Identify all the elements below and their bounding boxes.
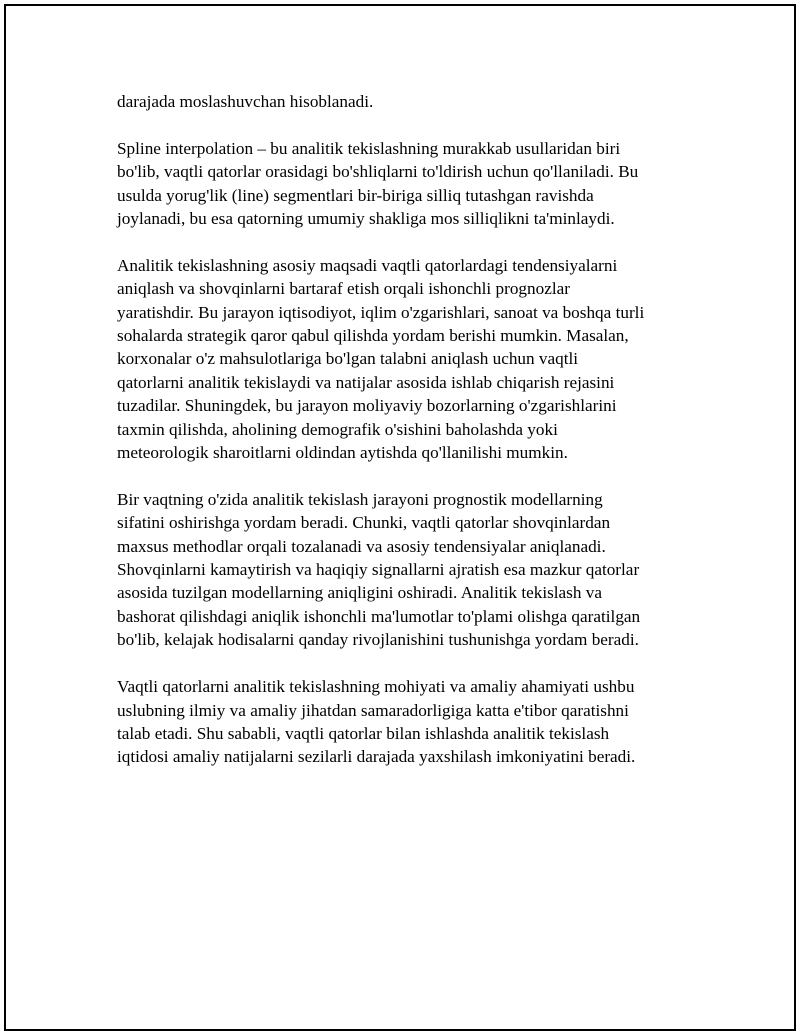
text-line: iqtidosi amaliy natijalarni sezilarli darajada yaxshilash imkoniyatini beradi. [117, 747, 636, 767]
text-line: korxonalar o'z mahsulotlariga bo'lgan talabni aniqlash uchun vaqtli [117, 349, 579, 369]
text-line: bashorat qilishdagi aniqlik ishonchli ma'lumotlar to'plami olishga qaratilgan [117, 606, 641, 626]
text-line: aniqlash va shovqinlarni bartaraf etish orqali ishonchli prognozlar [117, 279, 570, 299]
text-line: sohalarda strategik qaror qabul qilishda yordam berishi mumkin. Masalan, [117, 326, 629, 346]
paragraph-2 [117, 137, 697, 231]
text-line: Vaqtli qatorlarni analitik tekislashning mohiyati va amaliy ahamiyati ushbu [117, 677, 635, 697]
text-line: sifatini oshirishga yordam beradi. Chunki, vaqtli qatorlar shovqinlardan [117, 513, 611, 533]
text-line: asosida tuzilgan modellarning aniqligini oshiradi. Analitik tekislash va [117, 583, 602, 603]
text-line: darajada moslashuvchan hisoblanadi. [117, 92, 374, 111]
text-line: Spline interpolation – bu analitik tekislashning murakkab usullaridan biri [117, 138, 621, 158]
text-line: maxsus methodlar orqali tozalanadi va asosiy tendensiyalar aniqlanadi. [117, 536, 606, 556]
text-line: tuzadilar. Shuningdek, bu jarayon moliyaviy bozorlarning o'zgarishlarini [117, 396, 617, 416]
text-line: talab etadi. Shu sababli, vaqtli qatorlar bilan ishlashda analitik tekislash [117, 723, 610, 743]
text-line: taxmin qilishda, aholining demografik o'sishini baholashda yoki [117, 419, 558, 439]
text-line: usulda yorug'lik (line) segmentlari bir-biriga silliq tutashgan ravishda [117, 185, 594, 205]
text-line: bo'lib, vaqtli qatorlar orasidagi bo'shliqlarni to'ldirish uchun qo'llaniladi. Bu [117, 162, 639, 182]
text-line: bo'lib, kelajak hodisalarni qanday rivojlanishini tushunishga yordam beradi. [117, 630, 639, 650]
text-line: meteorologik sharoitlarni oldindan aytishda qo'llanilishi mumkin. [117, 443, 568, 463]
text-line: Shovqinlarni kamaytirish va haqiqiy signallarni ajratish esa mazkur qatorlar [117, 560, 640, 580]
text-line: yaratishdir. Bu jarayon iqtisodiyot, iqlim o'zgarishlari, sanoat va boshqa turli [117, 302, 645, 322]
paragraph-3 [117, 254, 697, 465]
text-line: uslubning ilmiy va amaliy jihatdan samaradorligiga katta e'tibor qaratishni [117, 700, 629, 720]
paragraph-5 [117, 675, 697, 769]
text-line: qatorlarni analitik tekislaydi va natijalar asosida ishlab chiqarish rejasini [117, 372, 615, 392]
document-body [117, 90, 697, 792]
paragraph-4 [117, 488, 697, 652]
text-line: Analitik tekislashning asosiy maqsadi vaqtli qatorlardagi tendensiyalarni [117, 255, 618, 275]
text-line: joylanadi, bu esa qatorning umumiy shakliga mos silliqlikni ta'minlaydi. [117, 209, 615, 229]
paragraph-1 [117, 90, 697, 113]
text-line: Bir vaqtning o'zida analitik tekislash jarayoni prognostik modellarning [117, 489, 603, 509]
